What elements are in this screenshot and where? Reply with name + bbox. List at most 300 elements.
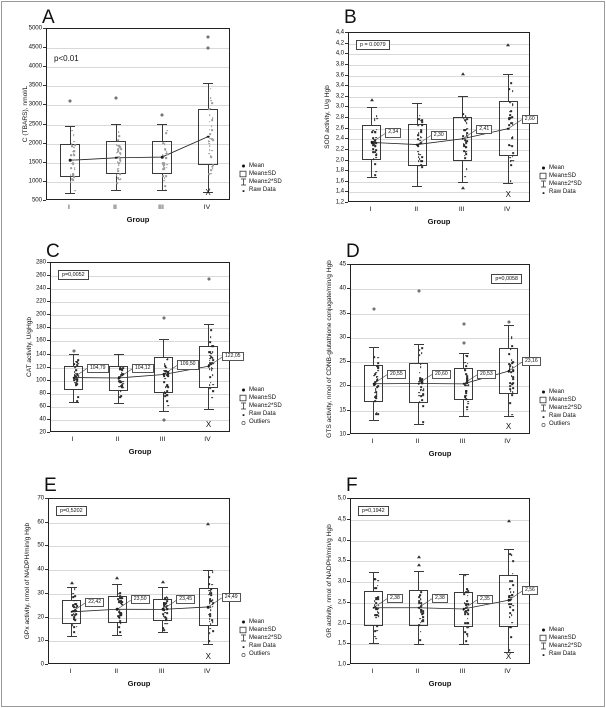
raw-data-point	[421, 156, 423, 158]
y-tick-label: 3,6	[335, 71, 344, 78]
whisker-cap-upper	[203, 83, 213, 84]
mean-marker	[462, 383, 465, 386]
raw-data-point	[372, 151, 374, 153]
raw-data-point	[71, 167, 73, 169]
raw-data-point	[377, 357, 379, 359]
y-tick-label: 3000	[28, 100, 42, 108]
raw-data-point	[166, 619, 168, 621]
mean-value-label: 2,30	[431, 131, 447, 140]
whisker-cap-lower	[111, 190, 121, 191]
whisker-cap-upper	[369, 572, 379, 573]
whisker-upper	[463, 574, 464, 591]
x-marker-group-iv: X	[505, 422, 512, 431]
whisker-lower	[373, 626, 374, 643]
y-tick-mark	[345, 170, 348, 171]
mean-marker	[161, 156, 164, 159]
x-tick-label-ii: II	[415, 668, 420, 675]
x-tick-label-iii: III	[459, 438, 466, 445]
raw-data-point	[467, 633, 469, 635]
mean-marker	[117, 377, 120, 380]
outlier-point	[161, 113, 164, 116]
y-tick-mark	[47, 354, 50, 355]
raw-data-point	[74, 631, 76, 633]
raw-data-point	[466, 589, 468, 591]
y-tick-label: 45	[339, 260, 346, 268]
raw-data-point	[467, 635, 469, 637]
y-tick-mark	[347, 498, 350, 499]
legend-symbol-box	[538, 396, 549, 404]
legend-label: Raw Data	[249, 410, 276, 418]
legend-symbol-box	[238, 170, 249, 178]
raw-data-point	[509, 649, 511, 651]
y-tick-label: 280	[35, 258, 46, 266]
raw-data-point	[163, 602, 165, 604]
raw-data-point	[212, 351, 214, 353]
legend-symbol-dot	[238, 187, 249, 195]
raw-data-point	[209, 388, 211, 390]
raw-data-point	[375, 157, 377, 159]
legend-symbol-mean-dot	[238, 618, 249, 626]
whisker-cap-lower	[112, 635, 122, 636]
raw-data-point	[166, 596, 168, 598]
raw-data-point	[122, 374, 124, 376]
raw-data-point	[509, 616, 511, 618]
legend-label: Mean±2*SD	[549, 642, 582, 650]
raw-data-point	[512, 376, 514, 378]
x-tick-label-iv: IV	[504, 668, 511, 675]
raw-data-point	[120, 390, 122, 392]
y-tick-label: 2,5	[337, 598, 346, 606]
raw-data-point	[209, 121, 211, 123]
raw-data-point	[466, 168, 468, 170]
y-axis-label: C (TBARS), nmol/L	[22, 85, 29, 143]
raw-data-point	[467, 601, 469, 603]
outlier-point	[462, 323, 465, 326]
legend-label: Mean±2*SD	[549, 180, 582, 188]
raw-data-point	[165, 366, 167, 368]
legend-item	[238, 187, 282, 195]
mean-value-label: 20,53	[477, 370, 496, 379]
whisker-lower	[70, 177, 71, 193]
raw-data-point	[163, 180, 165, 182]
y-tick-mark	[43, 200, 46, 201]
y-tick-mark	[47, 393, 50, 394]
raw-data-point	[166, 608, 168, 610]
raw-data-point	[374, 120, 376, 122]
raw-data-point	[76, 365, 78, 367]
y-tick-label: 1,6	[335, 177, 344, 185]
raw-data-point	[512, 560, 514, 562]
gridline	[51, 341, 229, 342]
raw-data-point	[422, 390, 424, 392]
raw-data-point	[511, 362, 513, 364]
raw-data-point	[212, 602, 214, 604]
raw-data-point	[420, 610, 422, 612]
whisker-lower	[117, 623, 118, 635]
raw-data-point	[421, 604, 423, 606]
raw-data-point	[467, 595, 469, 597]
mean-marker	[370, 141, 373, 144]
raw-data-point	[165, 157, 167, 159]
raw-data-point	[372, 130, 374, 132]
mean-value-label: 22,42	[85, 598, 104, 607]
raw-data-point	[212, 357, 214, 359]
mean-value-label: 20,60	[432, 370, 451, 379]
raw-data-point	[209, 358, 211, 360]
whisker-cap-upper	[414, 571, 424, 572]
legend-label: Mean±2*SD	[249, 178, 282, 186]
y-tick-label: 20	[37, 613, 44, 621]
mean-value-label: 20,55	[387, 370, 406, 379]
raw-data-point	[511, 636, 513, 638]
raw-data-point	[466, 398, 468, 400]
raw-data-point	[376, 115, 378, 117]
legend-item	[538, 421, 582, 429]
x-tick-label-i: I	[371, 668, 374, 675]
y-tick-mark	[345, 149, 348, 150]
raw-data-point	[118, 386, 120, 388]
legend-e	[238, 618, 282, 659]
raw-data-point	[76, 626, 78, 628]
raw-data-point	[421, 396, 423, 398]
raw-data-point	[373, 148, 375, 150]
raw-data-point	[166, 394, 168, 396]
raw-data-point	[210, 336, 212, 338]
mean-value-label: 2,35	[477, 595, 493, 604]
raw-data-point	[210, 173, 212, 175]
gridline	[349, 76, 529, 77]
x-tick-label-iii: III	[458, 206, 465, 213]
raw-data-point	[119, 152, 121, 154]
raw-data-point	[118, 179, 120, 181]
raw-data-point	[73, 155, 75, 157]
y-tick-mark	[47, 380, 50, 381]
raw-data-point	[513, 584, 515, 586]
raw-data-point	[512, 152, 514, 154]
raw-data-point	[166, 167, 168, 169]
y-tick-mark	[43, 143, 46, 144]
raw-data-point	[511, 359, 513, 361]
raw-data-point	[376, 118, 378, 120]
gridline	[47, 86, 229, 87]
whisker-lower	[371, 160, 372, 177]
whisker-upper	[116, 124, 117, 141]
mean-marker	[207, 606, 210, 609]
mean-marker	[372, 606, 375, 609]
raw-data-point	[166, 374, 168, 376]
y-tick-label: 2500	[28, 120, 42, 128]
x-tick-label-i: I	[369, 206, 372, 213]
y-tick-mark	[345, 85, 348, 86]
raw-data-point	[419, 154, 421, 156]
raw-data-point	[418, 160, 420, 162]
raw-data-point	[119, 614, 121, 616]
raw-data-point	[374, 636, 376, 638]
y-tick-label: 120	[35, 363, 46, 371]
raw-data-point	[211, 368, 213, 370]
raw-data-point	[419, 401, 421, 403]
raw-data-point	[512, 609, 514, 611]
legend-symbol-mean-dot	[238, 162, 249, 170]
raw-data-point	[422, 399, 424, 401]
p-value-b: p = 0.0079	[356, 40, 390, 50]
raw-data-point	[511, 337, 513, 339]
raw-data-point	[210, 329, 212, 331]
mean-value-label: 2,38	[387, 594, 403, 603]
legend-symbol-circle	[538, 421, 549, 429]
raw-data-point	[74, 169, 76, 171]
raw-data-point	[209, 598, 211, 600]
legend-item	[538, 651, 582, 659]
raw-data-point	[375, 617, 377, 619]
y-tick-mark	[43, 162, 46, 163]
raw-data-point	[70, 155, 72, 157]
y-tick-label: 60	[37, 518, 44, 526]
y-tick-mark	[347, 288, 350, 289]
whisker-cap-upper	[414, 344, 424, 345]
whisker-lower	[462, 161, 463, 183]
panel-c	[6, 240, 300, 472]
raw-data-point	[76, 400, 78, 402]
raw-data-point	[211, 119, 213, 121]
x-tick-label-ii: II	[414, 206, 419, 213]
raw-data-point	[465, 146, 467, 148]
y-axis-label: CAT activity, U/gHgb	[26, 316, 33, 378]
gridline	[49, 546, 229, 547]
legend-label: Mean±2*SD	[249, 402, 282, 410]
legend-symbol-dot	[238, 643, 249, 651]
legend-label: Mean±2*SD	[549, 404, 582, 412]
whisker-upper	[118, 354, 119, 366]
raw-data-point	[511, 414, 513, 416]
legend-symbol-box	[238, 626, 249, 634]
raw-data-point	[120, 178, 122, 180]
raw-data-point	[419, 349, 421, 351]
y-tick-label: 3,8	[335, 60, 344, 68]
y-tick-label: 40	[39, 415, 46, 423]
panel-f	[306, 474, 600, 704]
x-marker-group-iv: X	[505, 652, 512, 661]
raw-data-point	[210, 353, 212, 355]
raw-data-point	[374, 174, 376, 176]
extreme-point	[115, 576, 119, 579]
gridline	[51, 302, 229, 303]
outlier-point	[507, 321, 510, 324]
raw-data-point	[211, 584, 213, 586]
raw-data-point	[210, 623, 212, 625]
mean-value-label: 23,16	[522, 357, 541, 366]
y-tick-label: 50	[37, 541, 44, 549]
y-tick-label: 1,0	[337, 660, 346, 668]
y-tick-mark	[47, 327, 50, 328]
whisker-cap-lower	[367, 177, 377, 178]
raw-data-point	[375, 146, 377, 148]
y-tick-mark	[47, 314, 50, 315]
raw-data-point	[209, 376, 211, 378]
gridline	[349, 97, 529, 98]
raw-data-point	[510, 122, 512, 124]
raw-data-point	[74, 588, 76, 590]
y-tick-mark	[43, 181, 46, 182]
x-tick-label-i: I	[371, 438, 374, 445]
raw-data-point	[119, 162, 121, 164]
raw-data-point	[166, 623, 168, 625]
y-tick-mark	[347, 540, 350, 541]
raw-data-point	[464, 369, 466, 371]
y-tick-label: 2,8	[335, 113, 344, 121]
raw-data-point	[417, 151, 419, 153]
mean-connector-line	[49, 499, 231, 665]
legend-item	[238, 651, 282, 659]
p-value-c: p=0,0052	[58, 270, 89, 280]
y-tick-mark	[43, 124, 46, 125]
raw-data-point	[420, 137, 422, 139]
gridline	[51, 394, 229, 395]
y-axis-label: SOD activity, U/g Hgb	[324, 85, 331, 149]
x-tick-label-iv: IV	[504, 438, 511, 445]
raw-data-point	[164, 363, 166, 365]
raw-data-point	[373, 357, 375, 359]
legend-symbol-errorbar	[538, 404, 549, 412]
y-tick-label: 80	[39, 389, 46, 397]
whisker-cap-lower	[504, 416, 514, 417]
raw-data-point	[165, 370, 167, 372]
whisker-upper	[162, 587, 163, 599]
raw-data-point	[419, 165, 421, 167]
whisker-upper	[463, 353, 464, 368]
whisker-cap-lower	[159, 411, 169, 412]
raw-data-point	[465, 640, 467, 642]
raw-data-point	[72, 164, 74, 166]
raw-data-point	[375, 413, 377, 415]
raw-data-point	[121, 597, 123, 599]
y-tick-label: 1500	[28, 158, 42, 166]
whisker-cap-upper	[412, 103, 422, 104]
panel-letter-b: B	[344, 7, 357, 28]
mean-marker	[207, 135, 210, 138]
outlier-point	[207, 278, 210, 281]
raw-data-point	[378, 605, 380, 607]
raw-data-point	[422, 405, 424, 407]
x-axis-label: Group	[428, 679, 452, 688]
raw-data-point	[71, 130, 73, 132]
raw-data-point	[420, 366, 422, 368]
gridline	[51, 407, 229, 408]
raw-data-point	[511, 137, 513, 139]
y-tick-label: 25	[339, 357, 346, 365]
raw-data-point	[512, 367, 514, 369]
y-tick-mark	[345, 43, 348, 44]
panel-e	[6, 474, 300, 704]
raw-data-point	[421, 353, 423, 355]
plot-area-e	[48, 498, 238, 664]
x-marker-group-iv: X	[205, 652, 211, 661]
raw-data-point	[377, 362, 379, 364]
raw-data-point	[168, 405, 170, 407]
raw-data-point	[511, 375, 513, 377]
mean-marker	[417, 382, 420, 385]
raw-data-point	[77, 374, 79, 376]
y-tick-label: 4500	[28, 43, 42, 51]
raw-data-point	[74, 176, 76, 178]
mean-marker	[207, 365, 210, 368]
extreme-point	[507, 519, 511, 522]
y-tick-label: 1000	[28, 177, 42, 185]
whisker-upper	[208, 570, 209, 588]
raw-data-point	[211, 138, 213, 140]
raw-data-point	[466, 135, 468, 137]
raw-data-point	[210, 593, 212, 595]
whisker-upper	[162, 124, 163, 141]
raw-data-point	[119, 382, 121, 384]
raw-data-point	[512, 122, 514, 124]
whisker-cap-upper	[504, 325, 514, 326]
whisker-cap-lower	[414, 644, 424, 645]
raw-data-point	[512, 103, 514, 105]
raw-data-point	[421, 387, 423, 389]
legend-label: Mean	[249, 617, 265, 625]
legend-label: Mean±SD	[549, 633, 577, 641]
legend-symbol-circle	[238, 419, 249, 427]
mean-marker	[161, 608, 164, 611]
raw-data-point	[467, 612, 469, 614]
raw-data-point	[120, 631, 122, 633]
y-tick-label: 15	[339, 406, 346, 414]
raw-data-point	[165, 149, 167, 151]
extreme-point	[161, 581, 165, 584]
raw-data-point	[465, 115, 467, 117]
raw-data-point	[119, 620, 121, 622]
mean-marker	[417, 606, 420, 609]
raw-data-point	[508, 125, 510, 127]
panel-letter-f: F	[346, 475, 358, 496]
y-tick-mark	[347, 264, 350, 265]
raw-data-point	[209, 384, 211, 386]
raw-data-point	[211, 130, 213, 132]
raw-data-point	[376, 372, 378, 374]
y-tick-label: 4000	[28, 62, 42, 70]
raw-data-point	[509, 388, 511, 390]
legend-symbol-errorbar	[538, 642, 549, 650]
y-tick-mark	[47, 419, 50, 420]
raw-data-point	[509, 157, 511, 159]
mean-value-label: 109,50	[177, 360, 199, 369]
whisker-lower	[463, 400, 464, 416]
raw-data-point	[378, 367, 380, 369]
y-tick-label: 3,5	[337, 556, 346, 564]
raw-data-point	[212, 600, 214, 602]
raw-data-point	[510, 580, 512, 582]
raw-data-point	[465, 610, 467, 612]
mean-marker	[416, 143, 419, 146]
raw-data-point	[73, 141, 75, 143]
raw-data-point	[420, 631, 422, 633]
legend-c	[238, 386, 282, 427]
raw-data-point	[510, 390, 512, 392]
raw-data-point	[208, 640, 210, 642]
raw-data-point	[513, 591, 515, 593]
raw-data-point	[375, 137, 377, 139]
whisker-lower	[418, 403, 419, 424]
y-tick-mark	[345, 202, 348, 203]
whisker-cap-lower	[204, 409, 214, 410]
raw-data-point	[466, 385, 468, 387]
raw-data-point	[166, 130, 168, 132]
raw-data-point	[78, 375, 80, 377]
raw-data-point	[463, 144, 465, 146]
x-axis-label: Group	[128, 447, 152, 456]
whisker-upper	[70, 126, 71, 143]
